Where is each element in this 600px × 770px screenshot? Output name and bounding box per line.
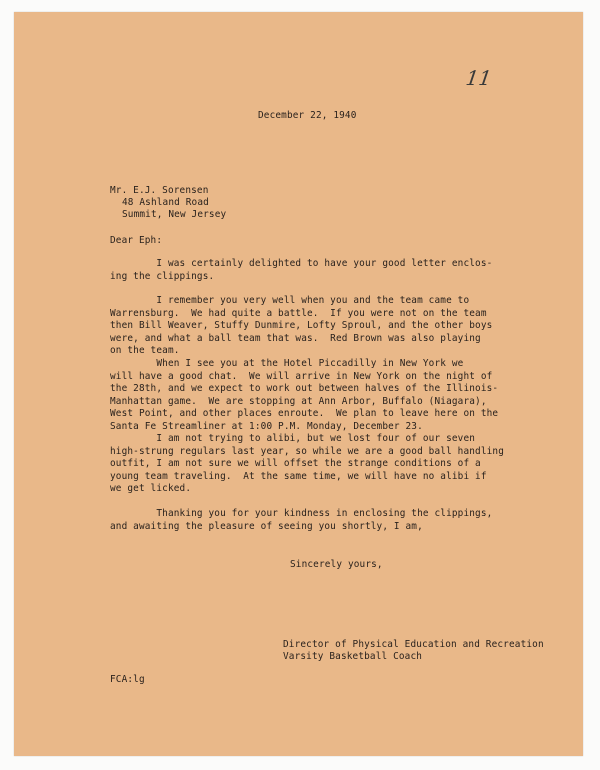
paragraph-line: on the team. [110,345,180,357]
paragraph-line: we get licked. [110,483,192,495]
paragraph-line: then Bill Weaver, Stuffy Dunmire, Lofty Sproul, and the other boys [110,320,493,332]
paragraph-line: the 28th, and we expect to work out between halves of the Illinois- [110,383,499,395]
paragraph-1 [110,258,492,283]
salutation: Dear Eph: [110,235,163,246]
signature-title-1: Director of Physical Education and Recreation [283,639,544,650]
paragraph-line: outfit, I am not sure we will offset the strange conditions of a [110,458,481,470]
paragraph-line: I was certainly delighted to have your good letter enclos- [110,258,493,269]
paragraph-2 [110,295,492,358]
paragraph-line: When I see you at the Hotel Piccadilly in New York we [110,358,464,369]
paragraph-line: I remember you very well when you and the team came to [110,295,470,306]
paragraph-line: young team traveling. At the same time, we will have no alibi if [110,470,487,482]
recipient-street: 48 Ashland Road [122,197,209,208]
paragraph-line: I am not trying to alibi, but we lost four of our seven [110,433,476,444]
signature-title-2: Varsity Basketball Coach [283,651,423,662]
paragraph-5 [110,508,492,533]
paragraph-3 [110,358,498,434]
paragraph-line: Warrensburg. We had quite a battle. If you were not on the team [110,307,487,319]
paragraph-line: high-strung regulars last year, so while we are a good ball handling [110,445,505,457]
paragraph-line: ing the clippings. [110,270,215,282]
paragraph-line: Manhattan game. We are stopping at Ann Arbor, Buffalo (Niagara), [110,395,487,407]
typist-initials: FCA:lg [110,674,145,685]
paragraph-line: will have a good chat. We will arrive in New York on the night of [110,370,493,382]
paragraph-line: and awaiting the pleasure of seeing you shortly, I am, [110,520,423,532]
recipient-city: Summit, New Jersey [122,209,227,220]
paragraph-line: Santa Fe Streamliner at 1:00 P.M. Monday, December 23. [110,420,423,432]
letter-date: December 22, 1940 [258,110,357,121]
handwritten-page-number: 11 [464,66,494,90]
paragraph-line: were, and what a ball team that was. Red Brown was also playing [110,332,481,344]
paragraph-line: West Point, and other places enroute. We plan to leave here on the [110,408,499,420]
paragraph-4 [110,433,504,496]
closing: Sincerely yours, [290,559,383,570]
recipient-name: Mr. E.J. Sorensen [110,185,209,196]
letter-sheet [14,12,583,756]
paragraph-line: Thanking you for your kindness in enclosing the clippings, [110,508,493,519]
